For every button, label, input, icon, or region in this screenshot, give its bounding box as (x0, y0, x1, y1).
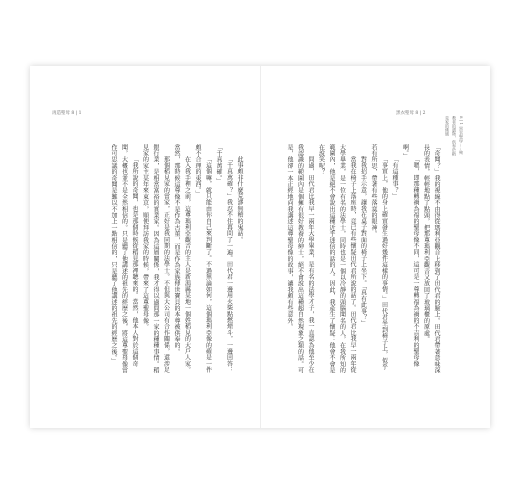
right-paragraph: 當我在椅子上落座時，竟已有些懷疑田代君所說的話了。田代君比我早一兩年從大學畢業，是一位有名的法學士，同時也是一個以冷靜的頭腦聞名的人，在我所知的範圍內，他是絕不會說出這種近乎迷信的話的人。因此，我產生了懷疑：他會不會是在說笑呢？ (317, 144, 356, 374)
right-page-body (284, 144, 442, 376)
left-paragraph: 在入我手裡之前，這尊瑪利亞觀音的主人是新潟縣某地一個姓稻見的大戶人家。當然，那時候這尊像不是作為古董，而是作為家族傳世寶貝的本尊被供奉的。 (173, 144, 191, 373)
right-paragraph: 「事實上，他的身上確實發生過好幾件這樣的事情。」田代君坐到椅子上，似乎若有所思，帶著有些落寞的眼神。 (370, 144, 388, 370)
left-page (30, 66, 260, 428)
left-paragraph: 「千真萬確？」我忍不住再問了一遍。田代君一邊用火柴點燃煙斗，一邊回答：「千真萬確。」 (215, 144, 233, 373)
left-paragraph: 「我所說的奇聞，也是那個時候從稻見那裡聽來的。當然，他本人對於這個奇聞，大概也並不是全然相信的。只是聽了他講述的祖先的經歷之後，將這尊聖母像當作可思議的奇聞是難以不加上一點相信的，只是聽了他講述的祖先的經歷之後。」 (110, 144, 138, 374)
right-paragraph: 「嗯，即那種轉禍為福的聖母像不同，這可是一尊轉福為禍的不吉利的聖母像啊。」 (401, 144, 419, 367)
right-page (261, 66, 491, 428)
open-book-spread (30, 66, 490, 428)
right-running-head: 黑衣聖母 8 | 2 (396, 111, 426, 116)
right-paragraph: 問過，田代君比我早一兩年大學畢業，是有名的法學才子，我一直認為他至少在我認識的範圍內是個擁有很好教養的紳士，絕不會說出這種超自然現象之類的話。可是，他卻一本正經地向我講述這尊聖母像的故事，讓我頗有些意外。 (286, 144, 314, 374)
left-paragraph: 「這個嘛，就只能由你自己來判斷了。不過無論如何，這個瑪利亞像的確是一件頗不合理的東西。」 (194, 144, 212, 373)
left-paragraph: 那個稻見家的當家，正好是我同期的法學士。不但與大公司有合作關係，還涉足銀行業，是相當富裕的實業家。因為這層關係，我才得以過問那一家的種種事情。稻見家的家主某年來東京，順便拜訪我家的時候，帶來了這尊聖母像。 (141, 144, 170, 374)
right-paragraph: 「有這種事？」 (391, 156, 398, 200)
right-paragraph: 對我招手示意，讓我在桌子對面的椅子上坐下。「真有此事？」 (359, 156, 367, 327)
left-running-head: 再造聖母 8 | 1 (52, 111, 82, 116)
left-paragraph: 此事頗非什麼荒謬無稽的鬼話。 (236, 156, 243, 243)
side-note: 8 | 1 黑衣聖母……殉教者的遺物，供奉於稻見家的佛壇 (445, 116, 464, 156)
left-page-body (108, 144, 245, 376)
right-paragraph: 「奇聞？」我的視線不由得從瑪利亞觀音上移到了田代君的臉上。田代君帶著意味深長的表情，輕輕地點了點頭，把那尊瑪利亞觀音又放回了玻璃櫃的原處。 (422, 144, 440, 374)
